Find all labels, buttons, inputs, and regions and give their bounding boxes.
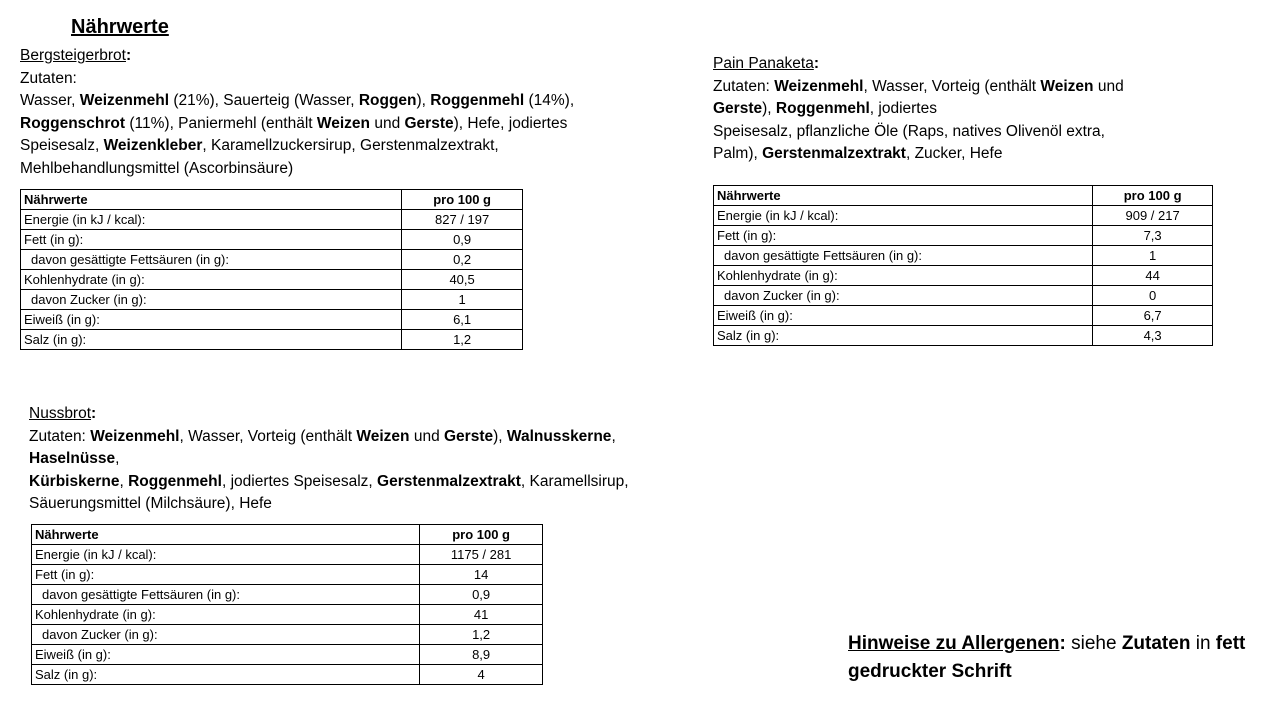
- nutrient-label: Fett (in g):: [714, 226, 1093, 246]
- ingredient-text: ),: [493, 427, 507, 445]
- allergen-ingredient: Haselnüsse: [29, 450, 116, 467]
- nutrient-label: davon gesättigte Fettsäuren (in g):: [21, 250, 402, 270]
- nutrition-table-bergsteigerbrot: [20, 189, 523, 350]
- nutrient-value: 8,9: [420, 645, 543, 665]
- allergen-ingredient: Kürbiskerne: [29, 472, 120, 490]
- nussbrot-section: [29, 403, 689, 516]
- nutrient-label: davon Zucker (in g):: [32, 625, 420, 645]
- ingredient-text: , Wasser, Vorteig (enthält: [863, 77, 1041, 95]
- allergen-ingredient: Gerstenmalzextrakt: [377, 472, 521, 490]
- ingredient-text: Wasser,: [20, 92, 80, 109]
- allergen-ingredient: Roggen: [358, 92, 417, 109]
- nutrient-value: 1: [1093, 246, 1213, 266]
- table-row: [714, 206, 1213, 226]
- allergen-hint-text2: in: [1190, 633, 1216, 654]
- table-header-row: [714, 186, 1213, 206]
- nutrient-label: Kohlenhydrate (in g):: [21, 270, 402, 290]
- table-row: [32, 645, 543, 665]
- allergen-ingredient: Roggenmehl: [128, 472, 222, 490]
- allergen-ingredient: Gerste: [404, 114, 454, 132]
- allergen-ingredient: Weizenmehl: [774, 77, 864, 95]
- table-header-row: [32, 525, 543, 545]
- allergen-ingredient: Roggenschrot: [20, 114, 126, 132]
- col-header-value: pro 100 g: [420, 525, 543, 545]
- allergen-ingredient: Roggenmehl: [430, 92, 525, 109]
- product-name-line: [713, 53, 1183, 76]
- allergen-ingredient: Walnusskerne: [506, 427, 612, 445]
- allergen-hint-label: Hinweise zu Allergenen: [848, 633, 1060, 654]
- nutrient-label: Salz (in g):: [32, 665, 420, 685]
- ingredients-text: [713, 76, 1153, 166]
- nutrient-label: Eiweiß (in g):: [32, 645, 420, 665]
- allergen-hint-colon: :: [1059, 633, 1066, 654]
- product-name-line: [29, 403, 689, 426]
- nutrient-value: 40,5: [402, 270, 523, 290]
- nutrient-label: davon Zucker (in g):: [21, 290, 402, 310]
- table-row: [32, 605, 543, 625]
- allergen-ingredient: Gerstenmalzextrakt: [762, 145, 906, 162]
- ingredient-text: ,: [119, 472, 129, 490]
- table-row: [32, 625, 543, 645]
- nutrient-value: 909 / 217: [1093, 206, 1213, 226]
- ingredients-text: [20, 90, 630, 180]
- allergen-ingredient: Weizen: [316, 114, 371, 132]
- ingredient-text: , Wasser, Vorteig (enthält: [179, 427, 357, 445]
- nutrient-value: 44: [1093, 266, 1213, 286]
- table-row: [714, 326, 1213, 346]
- table-row: [21, 290, 523, 310]
- nutrient-label: Eiweiß (in g):: [714, 306, 1093, 326]
- table-row: [714, 226, 1213, 246]
- name-colon: :: [125, 47, 132, 64]
- product-name: Pain Panaketa: [713, 55, 814, 72]
- nutrient-label: Kohlenhydrate (in g):: [32, 605, 420, 625]
- col-header-value: pro 100 g: [1093, 186, 1213, 206]
- ingredient-text: ,: [611, 427, 616, 445]
- ingredient-text: ),: [762, 100, 776, 117]
- nutrient-value: 0,9: [402, 230, 523, 250]
- nutrient-value: 1,2: [420, 625, 543, 645]
- ingredient-text: und: [370, 114, 405, 132]
- nutrient-label: davon gesättigte Fettsäuren (in g):: [714, 246, 1093, 266]
- nutrient-label: Eiweiß (in g):: [21, 310, 402, 330]
- ingredient-text: Speisesalz, pflanzliche Öle (Raps, natives Olivenöl extra, Palm),: [713, 122, 1105, 162]
- allergen-ingredient: Roggenmehl: [775, 100, 870, 117]
- table-row: [32, 665, 543, 685]
- ingredient-text: , Karamellsirup, Säuerungsmittel (Milchsäure), Hefe: [29, 472, 629, 512]
- page-title: Nährwerte: [71, 16, 169, 38]
- nutrient-label: Energie (in kJ / kcal):: [32, 545, 420, 565]
- ingredient-text: ),: [416, 92, 431, 109]
- table-row: [21, 250, 523, 270]
- ingredient-text: (11%), Paniermehl (enthält: [125, 114, 317, 132]
- nutrition-table-pain-panaketa: [713, 185, 1213, 346]
- product-name: Bergsteigerbrot: [20, 47, 126, 64]
- nutrient-label: davon Zucker (in g):: [714, 286, 1093, 306]
- table-row: [21, 330, 523, 350]
- ingredient-text: (21%), Sauerteig (Wasser,: [169, 92, 359, 109]
- nutrient-label: Salz (in g):: [714, 326, 1093, 346]
- allergen-ingredient: Weizenmehl: [79, 92, 170, 109]
- nutrient-value: 6,7: [1093, 306, 1213, 326]
- name-colon: :: [813, 55, 819, 72]
- nutrient-value: 0,9: [420, 585, 543, 605]
- table-row: [714, 246, 1213, 266]
- table-row: [21, 210, 523, 230]
- nutrient-value: 1175 / 281: [420, 545, 543, 565]
- ingredient-text: , Karamellzuckersirup, Gerstenmalzextrakt, Mehlbehandlungsmittel (Ascorbinsäure): [20, 137, 499, 177]
- zutaten-label: Zutaten:: [20, 69, 77, 87]
- ingredients-text: [29, 426, 679, 516]
- allergen-hint: [848, 630, 1268, 686]
- ingredient-text: ), Hefe, jodiertes Speisesalz,: [20, 114, 568, 154]
- col-header-name: Nährwerte: [714, 186, 1093, 206]
- ingredient-text: , Zucker, Hefe: [905, 145, 1003, 162]
- table-row: [32, 585, 543, 605]
- ingredient-text: (14%),: [524, 92, 575, 109]
- nutrient-label: davon gesättigte Fettsäuren (in g):: [32, 585, 420, 605]
- nutrient-value: 1,2: [402, 330, 523, 350]
- ingredient-text: und: [409, 427, 444, 445]
- table-row: [714, 266, 1213, 286]
- table-row: [714, 286, 1213, 306]
- nutrient-label: Fett (in g):: [21, 230, 402, 250]
- product-name-line: [20, 45, 660, 68]
- nutrient-value: 6,1: [402, 310, 523, 330]
- nutrient-value: 827 / 197: [402, 210, 523, 230]
- allergen-hint-text1: siehe: [1065, 633, 1122, 654]
- allergen-ingredient: Weizen: [1040, 77, 1094, 95]
- table-row: [32, 545, 543, 565]
- nutrient-value: 4: [420, 665, 543, 685]
- nutrition-table-nussbrot: [31, 524, 543, 685]
- table-row: [714, 306, 1213, 326]
- nutrient-value: 14: [420, 565, 543, 585]
- table-header-row: [21, 190, 523, 210]
- nutrient-label: Energie (in kJ / kcal):: [714, 206, 1093, 226]
- ingredient-text: , jodiertes Speisesalz,: [221, 472, 378, 490]
- product-name: Nussbrot: [29, 405, 92, 422]
- col-header-value: pro 100 g: [402, 190, 523, 210]
- nutrient-value: 0,2: [402, 250, 523, 270]
- name-colon: :: [91, 405, 97, 422]
- allergen-hint-bold: fett gedruckter Schrift: [848, 633, 1246, 682]
- nutrient-value: 7,3: [1093, 226, 1213, 246]
- bergsteigerbrot-section: [20, 45, 660, 180]
- table-row: [32, 565, 543, 585]
- allergen-ingredient: Weizenmehl: [90, 427, 180, 445]
- ingredient-text: Zutaten:: [29, 427, 91, 445]
- table-row: [21, 270, 523, 290]
- col-header-name: Nährwerte: [32, 525, 420, 545]
- allergen-ingredient: Gerste: [713, 100, 763, 117]
- allergen-ingredient: Gerste: [444, 427, 494, 445]
- nutrient-value: 4,3: [1093, 326, 1213, 346]
- allergen-hint-zutaten: Zutaten: [1121, 633, 1191, 654]
- allergen-ingredient: Weizen: [356, 427, 410, 445]
- nutrient-value: 0: [1093, 286, 1213, 306]
- nutrient-value: 1: [402, 290, 523, 310]
- ingredient-text: und: [1093, 77, 1124, 95]
- nutrient-label: Salz (in g):: [21, 330, 402, 350]
- nutrient-label: Energie (in kJ / kcal):: [21, 210, 402, 230]
- ingredient-text: , jodiertes: [869, 100, 937, 117]
- table-row: [21, 230, 523, 250]
- ingredient-text: Zutaten:: [713, 77, 775, 95]
- allergen-ingredient: Weizenkleber: [103, 137, 203, 154]
- ingredient-text: ,: [115, 450, 120, 467]
- pain-panaketa-section: [713, 53, 1183, 166]
- col-header-name: Nährwerte: [21, 190, 402, 210]
- nutrient-label: Kohlenhydrate (in g):: [714, 266, 1093, 286]
- nutrient-value: 41: [420, 605, 543, 625]
- table-row: [21, 310, 523, 330]
- nutrient-label: Fett (in g):: [32, 565, 420, 585]
